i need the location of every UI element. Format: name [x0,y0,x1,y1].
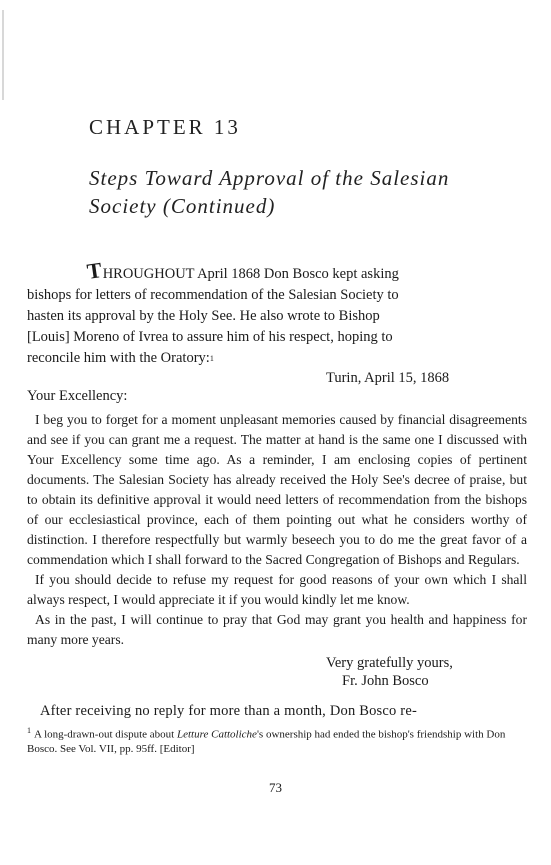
intro-line-1 [27,257,527,285]
chapter-title-line-1: Steps Toward Approval of the Salesian [89,166,450,190]
footnote-text-after: 's ownership had ended the bishop's friendship with Don Bosco. See Vol. VII, pp. 95ff. [Editor] [27,728,506,755]
chapter-heading: CHAPTER 13 [89,115,241,139]
letter-salutation: Your Excellency: [27,388,128,404]
intro-line-4: [Louis] Moreno of Ivrea to assure him of his respect, hoping to [27,329,393,345]
intro-line-2: bishops for letters of recommendation of the Salesian Society to [27,287,399,303]
letter-signature: Fr. John Bosco [342,673,429,689]
footnote-text-before: A long-drawn-out dispute about [34,728,177,741]
letter-closing: Very gratefully yours, [326,655,453,671]
drop-cap: T [85,257,104,284]
page-number: 73 [269,780,282,795]
footnote-italic-title: Letture Cattoliche [176,728,257,741]
scan-edge-mark [2,10,4,100]
intro-line-1-text: HROUGHOUT April 1868 Don Bosco kept asking [102,266,399,282]
chapter-title-line-2: Society (Continued) [89,194,276,218]
letter-paragraph-1: I beg you to forget for a moment unpleasant memories caused by financial disagreements and see if you can grant me a request. The matter at hand is the same one I discussed with Your Excellency some time ago. As a reminder, I am enclosing copies of pertinent documents. The Salesian Society has already received the Holy See's decree of praise, but to obtain its definitive approval it would need letters of recommendation from the bishops of our ecclesiastical province, each of them pointing out what he considers worthy of distinction. I therefore respectfully but warmly beseech you to do me the great favor of a commendation which I shall forward to the Sacred Congregation of Bishops and Regulars. [27,412,527,567]
intro-line-3: hasten its approval by the Holy See. He also wrote to Bishop [27,308,380,324]
letter-paragraph-3: As in the past, I will continue to pray that God may grant you health and happiness for many more years. [27,612,527,647]
letter-paragraph-2: If you should decide to refuse my request for good reasons of your own which I shall always respect, I would appreciate it if you would kindly let me know. [27,572,527,607]
intro-line-5 [27,348,527,369]
letter-body [27,410,527,650]
footnote-number: 1 [27,726,31,735]
letter-dateline: Turin, April 15, 1868 [326,370,450,386]
continuation-text: After receiving no reply for more than a month, Don Bosco re- [40,703,418,719]
intro-paragraph [27,257,527,369]
footnote-ref: 1 [209,354,214,363]
footnote [27,724,527,756]
intro-line-5-text: reconcile him with the Oratory: [27,350,210,366]
chapter-title [89,164,509,220]
